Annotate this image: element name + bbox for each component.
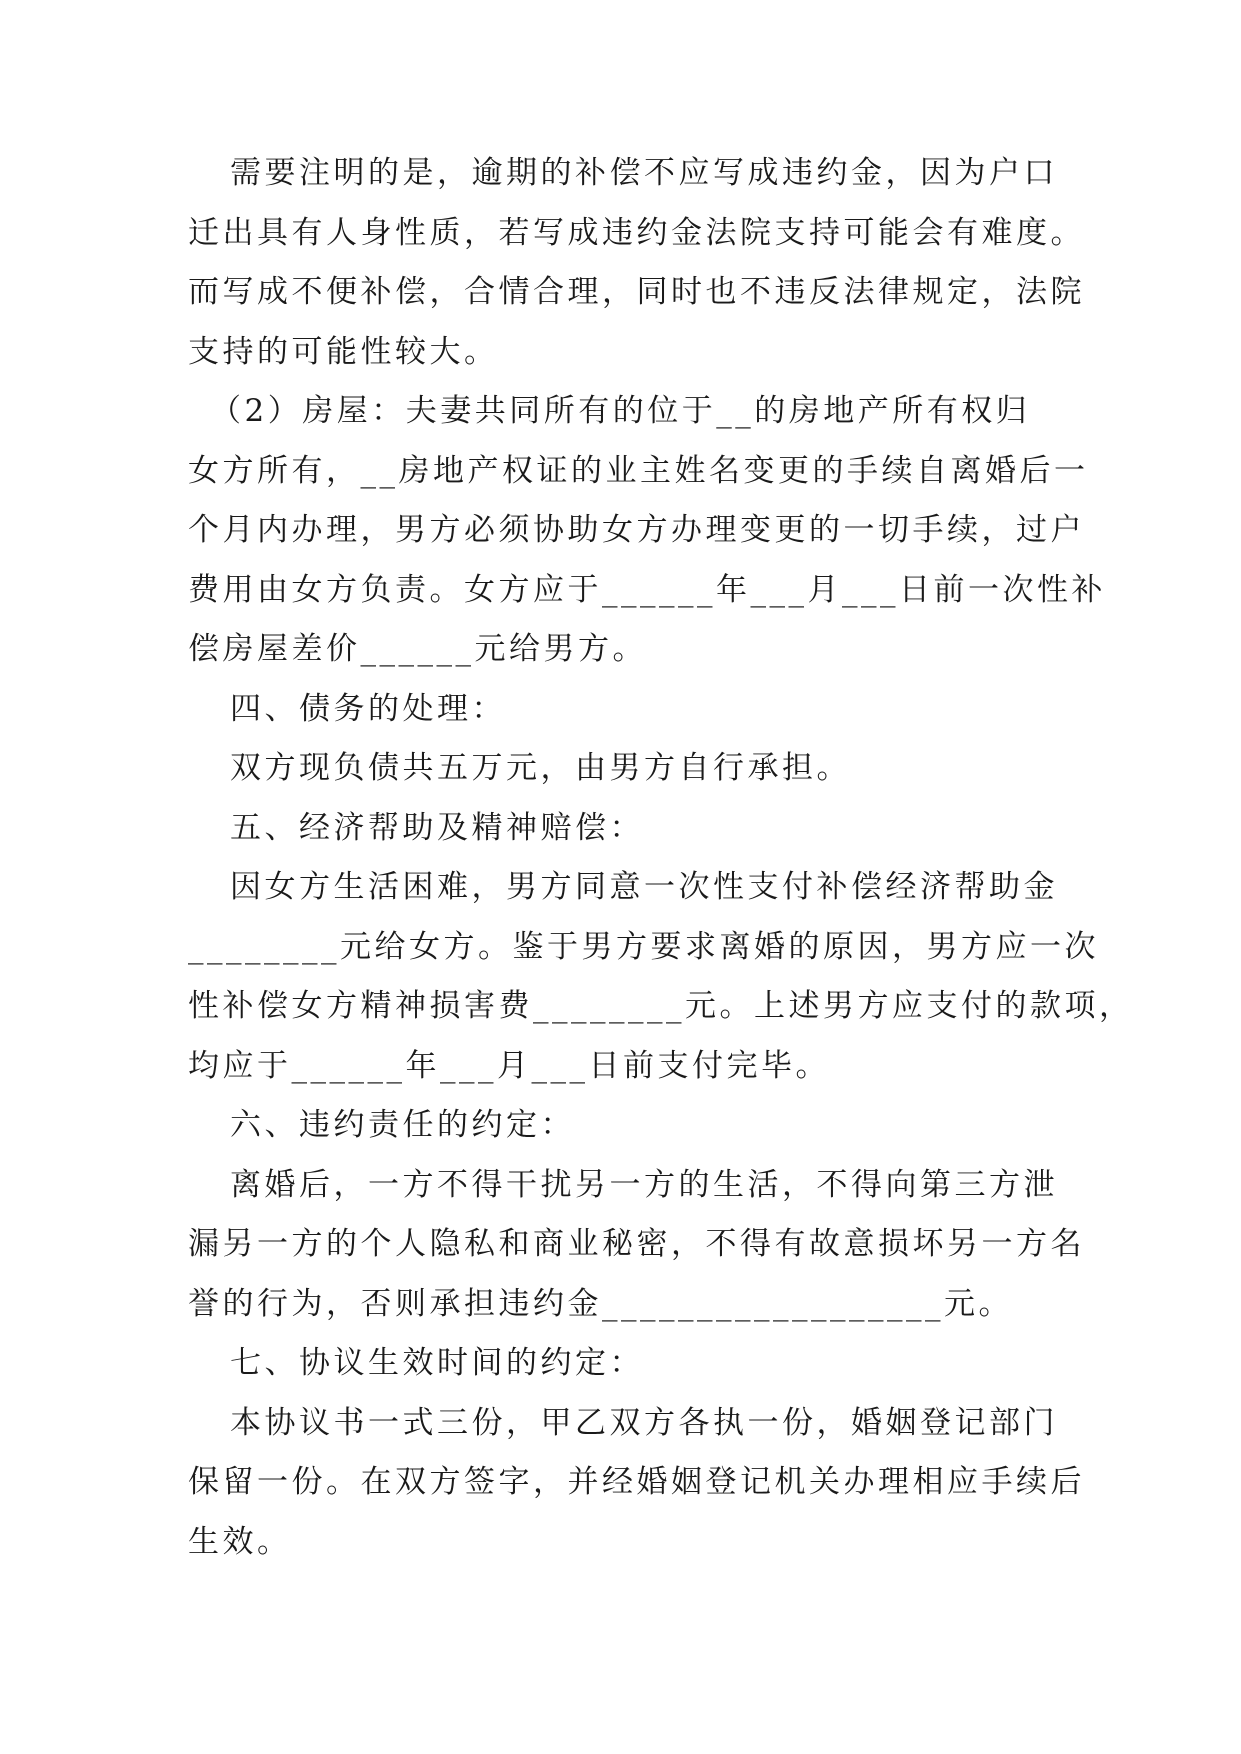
text-line: 漏另一方的个人隐私和商业秘密，不得有故意损坏另一方名 [188,1226,1085,1262]
section-heading: 四、债务的处理： [230,690,506,727]
text-line: 而写成不便补偿，合情合理，同时也不违反法律规定，法院 [188,274,1085,310]
text-line: 双方现负债共五万元，由男方自行承担。 [230,750,851,786]
text-line: 需要注明的是，逾期的补偿不应写成违约金，因为户口 [230,155,1058,191]
text-line: 支持的可能性较大。 [188,333,499,370]
text-line: 费用由女方负责。女方应于______年___月___日前一次性补 [188,571,1106,608]
text-line: 本协议书一式三份，甲乙双方各执一份，婚姻登记部门 [230,1404,1058,1441]
text-line: 迁出具有人身性质，若写成违约金法院支持可能会有难度。 [188,214,1085,251]
text-line: 誉的行为，否则承担违约金__________________元。 [188,1285,1013,1322]
text-line: 个月内办理，男方必须协助女方办理变更的一切手续，过户 [188,512,1085,548]
text-line: 女方所有，__房地产权证的业主姓名变更的手续自离婚后一 [188,452,1089,489]
document-page [188,144,1134,1572]
section-heading: 七、协议生效时间的约定： [230,1345,644,1381]
text-line: 离婚后，一方不得干扰另一方的生活，不得向第三方泄 [230,1166,1058,1203]
section-heading: 六、违约责任的约定： [230,1107,575,1143]
text-line: （2）房屋：夫妻共同所有的位于__的房地产所有权归 [210,393,1031,429]
text-line: 因女方生活困难，男方同意一次性支付补偿经济帮助金 [230,869,1058,905]
text-line: 偿房屋差价______元给男方。 [188,631,647,667]
section-heading: 五、经济帮助及精神赔偿： [230,809,644,846]
text-line: 性补偿女方精神损害费________元。上述男方应支付的款项， [188,988,1134,1024]
text-line: 生效。 [188,1523,292,1560]
text-line: 保留一份。在双方签字，并经婚姻登记机关办理相应手续后 [188,1464,1085,1500]
text-line: 均应于______年___月___日前支付完毕。 [188,1047,830,1084]
text-line: ________元给女方。鉴于男方要求离婚的原因，男方应一次 [188,928,1099,965]
